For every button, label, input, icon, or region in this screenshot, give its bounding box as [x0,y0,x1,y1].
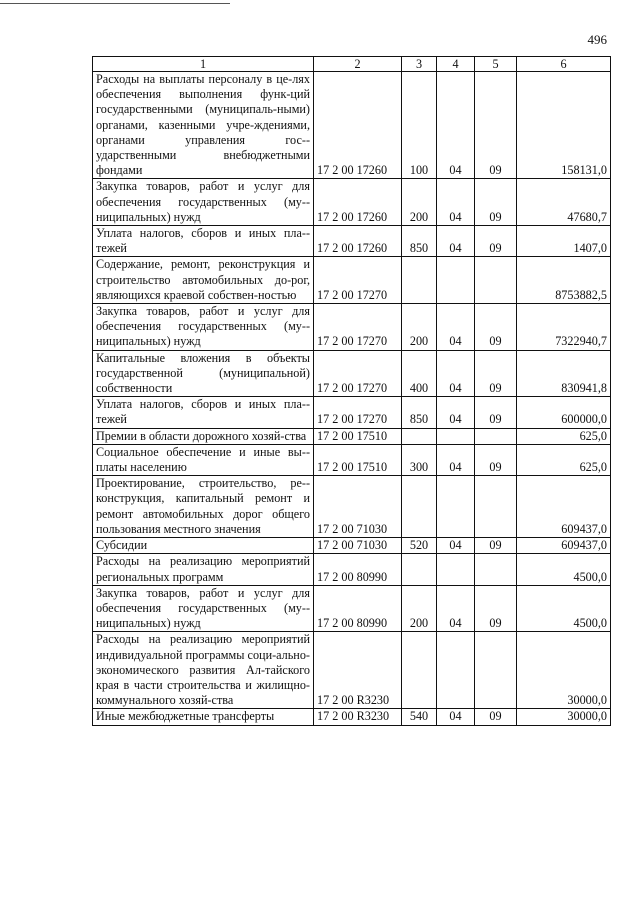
row-name: Премии в области дорожного хозяй-ства [93,428,314,444]
row-subsection: 09 [475,709,517,725]
row-amount: 8753882,5 [517,257,611,304]
row-amount: 830941,8 [517,350,611,397]
column-header-2: 2 [314,57,402,72]
column-header-1: 1 [93,57,314,72]
row-section [437,554,475,585]
row-code: 17 2 00 17270 [314,304,402,351]
row-subsection [475,632,517,709]
row-name: Уплата налогов, сборов и иных пла-тежей [93,226,314,257]
row-amount: 47680,7 [517,179,611,226]
table-row [93,444,611,475]
table-row [93,257,611,304]
row-name: Содержание, ремонт, реконструкция и строительство автомобильных до-рог, являющихся краевой собствен-ностью [93,257,314,304]
row-code: 17 2 00 71030 [314,538,402,554]
table-row [93,350,611,397]
table-row [93,632,611,709]
table-row [93,428,611,444]
row-expense-type: 300 [402,444,437,475]
row-amount: 30000,0 [517,632,611,709]
row-section: 04 [437,444,475,475]
row-amount: 609437,0 [517,538,611,554]
row-amount: 158131,0 [517,72,611,179]
column-header-4: 4 [437,57,475,72]
row-section [437,257,475,304]
row-amount: 4500,0 [517,585,611,632]
budget-table [92,56,611,726]
row-name: Закупка товаров, работ и услуг для обеспечения государственных (му-ниципальных) нужд [93,304,314,351]
row-code: 17 2 00 71030 [314,476,402,538]
row-subsection: 09 [475,72,517,179]
row-subsection: 09 [475,538,517,554]
row-amount: 625,0 [517,428,611,444]
row-subsection [475,428,517,444]
table-row [93,72,611,179]
row-section: 04 [437,397,475,428]
row-expense-type: 400 [402,350,437,397]
row-code: 17 2 00 17270 [314,257,402,304]
table-row [93,304,611,351]
row-code: 17 2 00 17510 [314,444,402,475]
row-code: 17 2 00 17260 [314,226,402,257]
row-amount: 600000,0 [517,397,611,428]
row-name: Социальное обеспечение и иные вы-платы населению [93,444,314,475]
row-amount: 1407,0 [517,226,611,257]
row-name: Капитальные вложения в объекты государственной (муниципальной) собственности [93,350,314,397]
row-expense-type: 850 [402,397,437,428]
row-expense-type: 520 [402,538,437,554]
row-code: 17 2 00 17260 [314,72,402,179]
row-amount: 609437,0 [517,476,611,538]
page-number: 496 [587,32,607,47]
header-row [93,57,611,72]
row-name: Иные межбюджетные трансферты [93,709,314,725]
table-row [93,585,611,632]
row-section: 04 [437,350,475,397]
row-name: Закупка товаров, работ и услуг для обеспечения государственных (му-ниципальных) нужд [93,179,314,226]
row-section: 04 [437,226,475,257]
row-subsection: 09 [475,226,517,257]
row-name: Закупка товаров, работ и услуг для обеспечения государственных (му-ниципальных) нужд [93,585,314,632]
row-code: 17 2 00 17270 [314,397,402,428]
row-name: Расходы на реализацию мероприятий индивидуальной программы соци-ально-экономического развития Ал-тайского края в части строительства и жилищно-коммунального хозяй-ства [93,632,314,709]
row-expense-type: 100 [402,72,437,179]
row-code: 17 2 00 17260 [314,179,402,226]
row-section [437,632,475,709]
row-section [437,428,475,444]
row-expense-type: 540 [402,709,437,725]
table-row [93,179,611,226]
row-name: Проектирование, строительство, ре-конструкция, капитальный ремонт и ремонт автомобильных дорог общего пользования местного значения [93,476,314,538]
row-expense-type [402,632,437,709]
table-body [93,72,611,726]
row-code: 17 2 00 R3230 [314,632,402,709]
row-subsection: 09 [475,397,517,428]
row-expense-type: 200 [402,304,437,351]
row-expense-type: 200 [402,179,437,226]
row-code: 17 2 00 17270 [314,350,402,397]
row-subsection: 09 [475,444,517,475]
table-row [93,554,611,585]
row-subsection [475,257,517,304]
row-amount: 625,0 [517,444,611,475]
row-subsection [475,554,517,585]
column-header-5: 5 [475,57,517,72]
row-subsection [475,476,517,538]
row-expense-type [402,476,437,538]
row-code: 17 2 00 80990 [314,585,402,632]
top-rule [0,3,230,4]
row-subsection: 09 [475,585,517,632]
row-code: 17 2 00 R3230 [314,709,402,725]
row-section: 04 [437,585,475,632]
row-expense-type [402,257,437,304]
row-section: 04 [437,179,475,226]
row-section: 04 [437,304,475,351]
row-amount: 4500,0 [517,554,611,585]
row-section [437,476,475,538]
row-expense-type: 200 [402,585,437,632]
row-subsection: 09 [475,304,517,351]
row-subsection: 09 [475,179,517,226]
table-row [93,709,611,725]
row-amount: 7322940,7 [517,304,611,351]
row-name: Расходы на выплаты персоналу в це-лях обеспечения выполнения функ-ций государственными (муниципаль-ными) органами, казенными учре-ждениями, органами управления гос-ударственными внебюджетными фондами [93,72,314,179]
column-header-6: 6 [517,57,611,72]
row-name: Расходы на реализацию мероприятий региональных программ [93,554,314,585]
row-code: 17 2 00 17510 [314,428,402,444]
row-name: Субсидии [93,538,314,554]
row-name: Уплата налогов, сборов и иных пла-тежей [93,397,314,428]
row-expense-type [402,554,437,585]
table-row [93,538,611,554]
row-expense-type [402,428,437,444]
table-row [93,226,611,257]
table-row [93,476,611,538]
row-section: 04 [437,538,475,554]
row-amount: 30000,0 [517,709,611,725]
row-section: 04 [437,709,475,725]
column-header-3: 3 [402,57,437,72]
row-section: 04 [437,72,475,179]
row-expense-type: 850 [402,226,437,257]
row-subsection: 09 [475,350,517,397]
row-code: 17 2 00 80990 [314,554,402,585]
table-row [93,397,611,428]
